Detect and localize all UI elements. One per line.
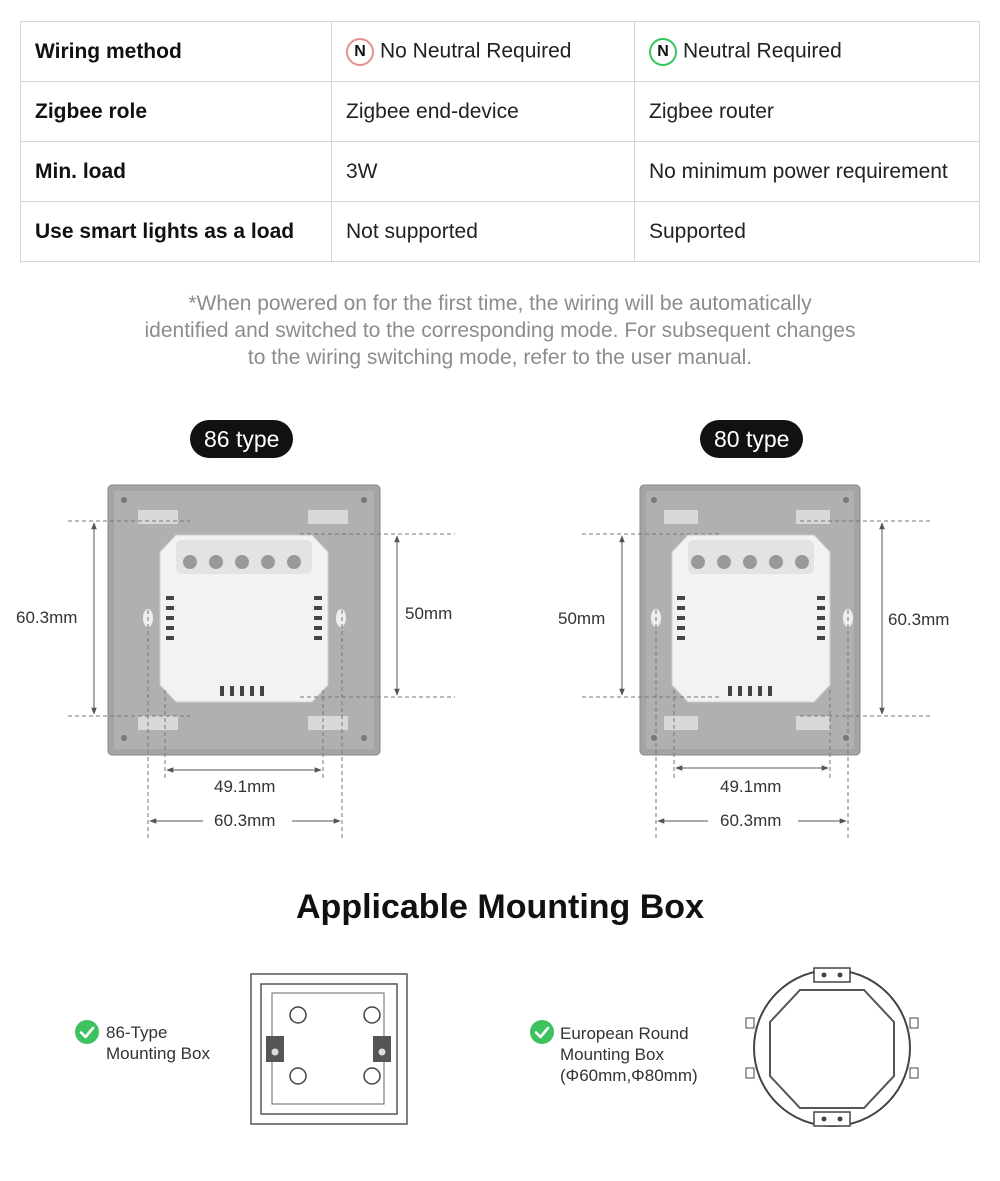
box-86-label [106, 1022, 210, 1064]
row-label: Min. load [21, 142, 332, 202]
dim-80-inner-width: 49.1mm [720, 777, 782, 796]
dim-86-inner-width: 49.1mm [214, 777, 276, 796]
table-cell: Not supported [332, 202, 635, 262]
dim-86-inner-height: 50mm [405, 604, 453, 623]
check-icon [75, 1020, 99, 1044]
no-neutral-icon: N [346, 38, 374, 66]
section-heading: Applicable Mounting Box [296, 888, 704, 926]
row-label: Use smart lights as a load [21, 202, 332, 262]
box-86-line: Mounting Box [106, 1044, 210, 1063]
note-line: to the wiring switching mode, refer to the user manual. [247, 346, 753, 369]
type-86-label: 86 type [190, 420, 293, 458]
row-label: Wiring method [21, 22, 332, 82]
type-80-label: 80 type [700, 420, 803, 458]
european-box-line: Mounting Box [560, 1045, 664, 1064]
check-icon [530, 1020, 554, 1044]
checkmark-glyph [530, 1020, 554, 1044]
neutral-icon: N [649, 38, 677, 66]
dim-86-height: 60.3mm [16, 608, 78, 627]
row-label: Zigbee role [21, 82, 332, 142]
european-round-box-illustration [746, 968, 918, 1126]
european-box-line: (Φ60mm,Φ80mm) [560, 1066, 698, 1085]
checkmark-glyph [75, 1020, 99, 1044]
box-86-illustration [251, 974, 407, 1124]
table-cell: Zigbee router [635, 82, 980, 142]
cell-text: No Neutral Required [380, 39, 572, 63]
dim-80-outer-width: 60.3mm [720, 811, 782, 830]
dim-80-inner-height: 50mm [558, 609, 606, 628]
note-line: identified and switched to the corresponding mode. For subsequent changes [144, 319, 856, 342]
cell-text: Neutral Required [683, 39, 842, 63]
box-86-line: 86-Type [106, 1023, 168, 1042]
dim-86-outer-width: 60.3mm [214, 811, 276, 830]
european-box-label [560, 1023, 698, 1086]
table-cell: No minimum power requirement [635, 142, 980, 202]
european-box-line: European Round [560, 1024, 689, 1043]
dim-80-height: 60.3mm [888, 610, 950, 629]
table-cell: Supported [635, 202, 980, 262]
table-cell: 3W [332, 142, 635, 202]
note-line: *When powered on for the first time, the wiring will be automatically [188, 292, 812, 315]
table-cell: Zigbee end-device [332, 82, 635, 142]
